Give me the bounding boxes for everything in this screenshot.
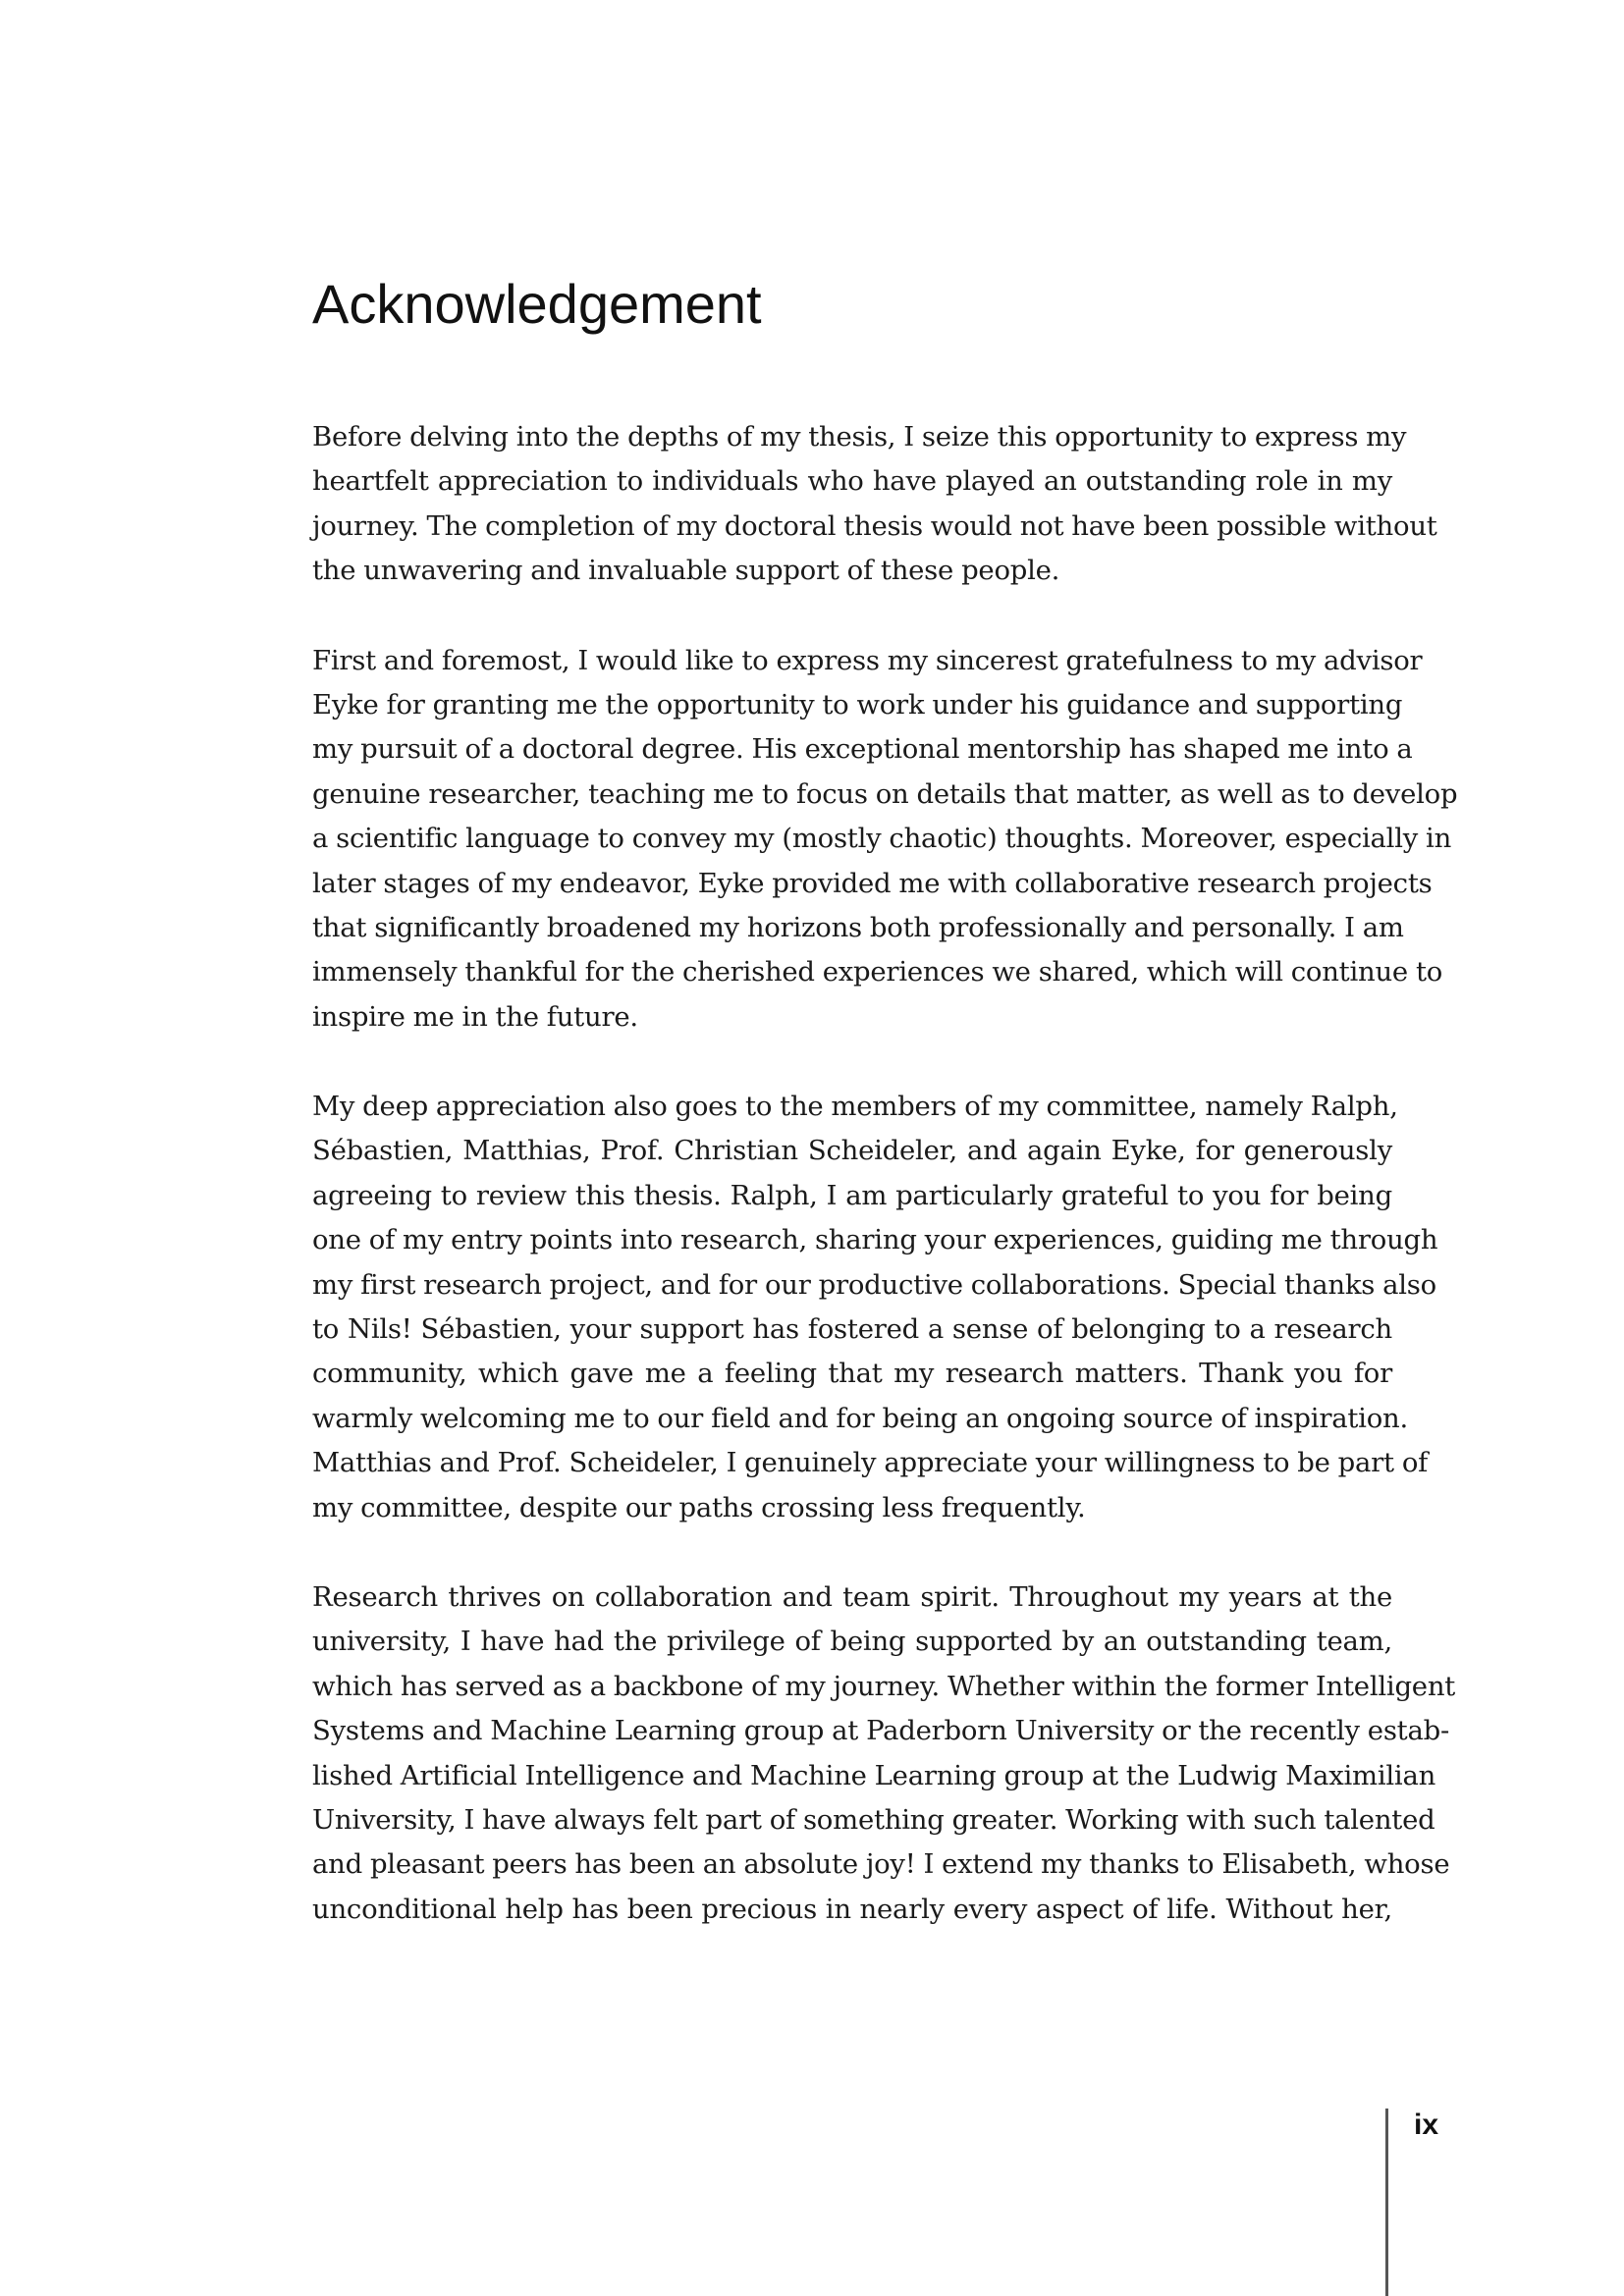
paragraph (312, 639, 1458, 1041)
margin-rule (1385, 2109, 1388, 2296)
paragraph (312, 1575, 1456, 1932)
text-line: which has served as a backbone of my journey. Whether within the former Intelligent (312, 1670, 1456, 1702)
text-line: my first research project, and for our productive collaborations. Special thanks also (312, 1268, 1436, 1301)
text-line: inspire me in the future. (312, 1000, 638, 1033)
text-line: and pleasant peers has been an absolute joy! I extend my thanks to Elisabeth, whose (312, 1848, 1450, 1881)
text-line: university, I have had the privilege of being supported by an outstanding team, (312, 1626, 1392, 1658)
body-text (312, 415, 1458, 1977)
text-line: to Nils! Sébastien, your support has fostered a sense of belonging to a research (312, 1313, 1392, 1346)
text-line: Eyke for granting me the opportunity to work under his guidance and supporting (312, 688, 1403, 721)
text-line: Sébastien, Matthias, Prof. Christian Scheideler, and again Eyke, for generously (312, 1135, 1392, 1167)
text-line: journey. The completion of my doctoral thesis would not have been possible without (312, 509, 1437, 542)
text-line: genuine researcher, teaching me to focus on details that matter, as well as to develop (312, 777, 1458, 810)
text-line: the unwavering and invaluable support of these people. (312, 555, 1060, 587)
text-line: lished Artificial Intelligence and Machine Learning group at the Ludwig Maximilian (312, 1759, 1436, 1791)
text-line: a scientific language to convey my (mostly chaotic) thoughts. Moreover, especially in (312, 823, 1452, 855)
text-line: unconditional help has been precious in nearly every aspect of life. Without her, (312, 1893, 1392, 1925)
text-line: my committee, despite our paths crossing less frequently. (312, 1491, 1086, 1523)
text-line: Research thrives on collaboration and team spirit. Throughout my years at the (312, 1580, 1392, 1613)
paragraph (312, 415, 1437, 594)
text-line: agreeing to review this thesis. Ralph, I am particularly grateful to you for being (312, 1179, 1392, 1211)
text-line: later stages of my endeavor, Eyke provided me with collaborative research projects (312, 867, 1433, 899)
page-number: ix (1414, 2109, 1439, 2141)
text-line: that significantly broadened my horizons both professionally and personally. I am (312, 911, 1404, 943)
paragraph (312, 1085, 1438, 1530)
text-line: University, I have always felt part of something greater. Working with such talented (312, 1803, 1435, 1836)
text-line: community, which gave me a feeling that my research matters. Thank you for (312, 1358, 1392, 1390)
text-line: heartfelt appreciation to individuals who have played an outstanding role in my (312, 465, 1392, 498)
text-line: my pursuit of a doctoral degree. His exceptional mentorship has shaped me into a (312, 733, 1413, 766)
text-line: warmly welcoming me to our field and for being an ongoing source of inspiration. (312, 1402, 1408, 1434)
text-line: Before delving into the depths of my thesis, I seize this opportunity to express my (312, 421, 1407, 453)
text-line: First and foremost, I would like to express my sincerest gratefulness to my advisor (312, 644, 1423, 676)
page-title: Acknowledgement (312, 273, 762, 335)
text-line: Matthias and Prof. Scheideler, I genuinely appreciate your willingness to be part of (312, 1447, 1429, 1479)
text-line: one of my entry points into research, sharing your experiences, guiding me through (312, 1224, 1438, 1256)
text-line: immensely thankful for the cherished experiences we shared, which will continue to (312, 956, 1443, 988)
text-line: Systems and Machine Learning group at Paderborn University or the recently estab- (312, 1715, 1450, 1747)
text-line: My deep appreciation also goes to the members of my committee, namely Ralph, (312, 1091, 1398, 1123)
